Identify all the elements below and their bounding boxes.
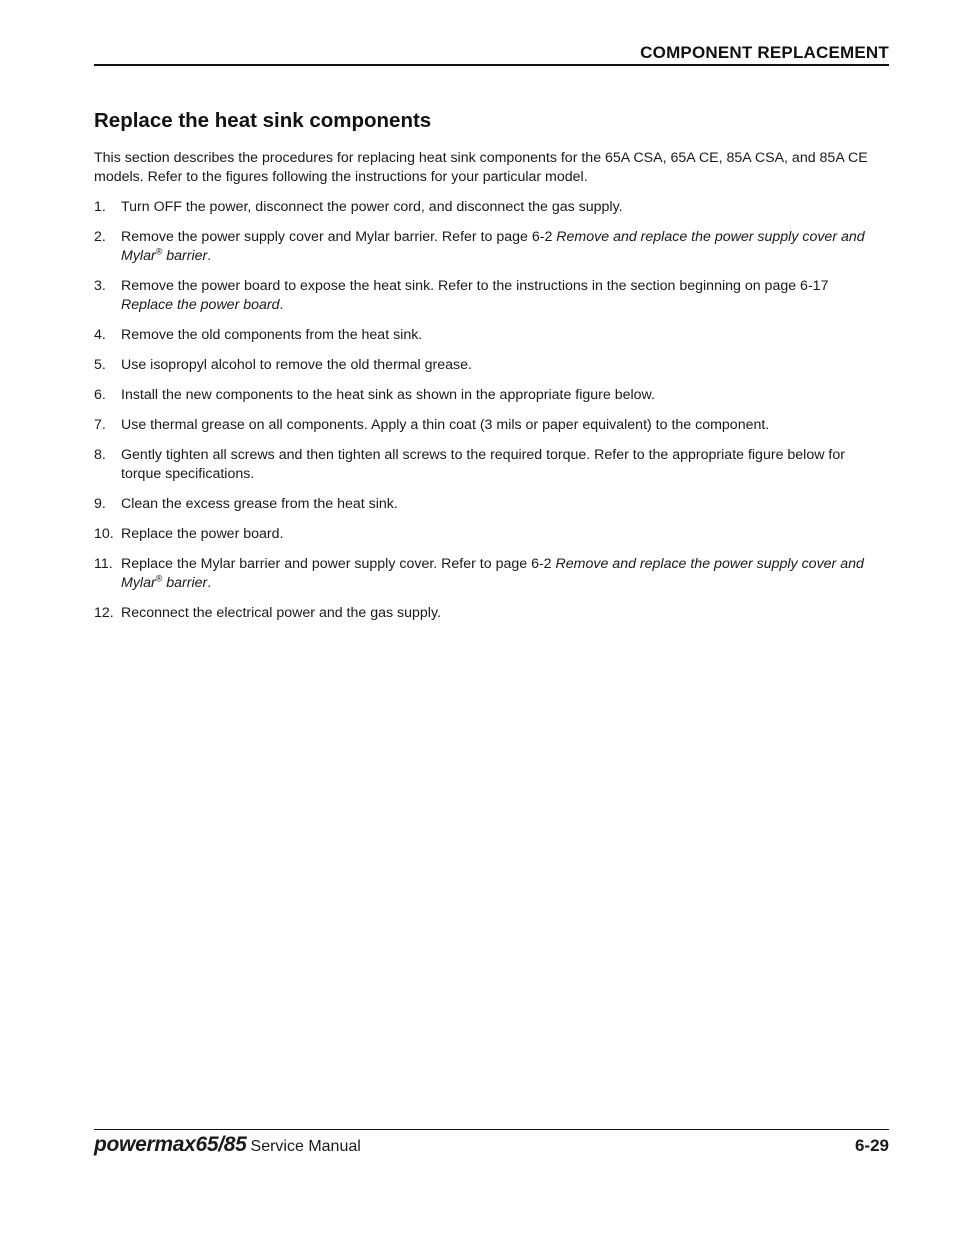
cross-reference-end: barrier <box>162 248 208 264</box>
step-number: 7. <box>94 417 106 433</box>
step-text: Remove the power board to expose the heat sink. Refer to the instructions in the section beginning on page 6-17 <box>121 278 829 294</box>
page-header-title: COMPONENT REPLACEMENT <box>640 43 889 62</box>
page-number: 6-29 <box>854 1136 889 1155</box>
step-end: . <box>207 248 212 264</box>
list-item <box>94 446 884 484</box>
cross-reference: Replace the power board <box>121 297 280 313</box>
step-number: 8. <box>94 447 106 463</box>
step-text: Gently tighten all screws and then tighten all screws to the required torque. Refer to the appropriate figure below for torque specifications. <box>121 447 845 482</box>
list-item <box>94 228 884 266</box>
cross-reference: Remove and replace the power supply cover and Mylar <box>121 556 864 591</box>
list-item <box>94 386 884 405</box>
list-item <box>94 604 884 623</box>
list-item <box>94 555 884 593</box>
footer-divider <box>94 1129 889 1130</box>
list-item <box>94 416 884 435</box>
cross-reference-end: barrier <box>162 575 208 591</box>
step-number: 4. <box>94 327 106 343</box>
list-item <box>94 326 884 345</box>
step-end: . <box>279 297 284 313</box>
intro-paragraph: This section describes the procedures for replacing heat sink components for the 65A CSA, 65A CE, 85A CSA, and 85A CE models. Refer to the figures following the instructions for your particular model. <box>94 150 868 185</box>
step-number: 10. <box>94 526 114 542</box>
step-text: Reconnect the electrical power and the gas supply. <box>121 605 441 621</box>
step-number: 11. <box>94 556 113 572</box>
procedure-steps <box>94 198 884 634</box>
step-text: Clean the excess grease from the heat sink. <box>121 496 398 512</box>
step-number: 5. <box>94 357 106 373</box>
step-text: Install the new components to the heat sink as shown in the appropriate figure below. <box>121 387 655 403</box>
step-number: 3. <box>94 278 106 294</box>
step-text: Use thermal grease on all components. Apply a thin coat (3 mils or paper equivalent) to the component. <box>121 417 770 433</box>
step-text: Turn OFF the power, disconnect the power cord, and disconnect the gas supply. <box>121 199 623 215</box>
step-number: 12. <box>94 605 114 621</box>
list-item <box>94 495 884 514</box>
header-divider <box>94 64 889 66</box>
step-number: 1. <box>94 199 106 215</box>
section-title: Replace the heat sink components <box>94 109 432 132</box>
step-number: 6. <box>94 387 106 403</box>
step-text: Remove the power supply cover and Mylar barrier. Refer to page 6-2 <box>121 229 557 245</box>
list-item <box>94 198 884 217</box>
registered-mark: ® <box>155 573 163 584</box>
step-end: . <box>207 575 212 591</box>
list-item <box>94 356 884 375</box>
list-item <box>94 525 884 544</box>
cross-reference: Remove and replace the power supply cover and Mylar <box>121 229 865 264</box>
list-item <box>94 277 884 315</box>
step-text: Replace the Mylar barrier and power supply cover. Refer to page 6-2 <box>121 556 556 572</box>
manual-subtitle: Service Manual <box>250 1138 361 1155</box>
step-number: 9. <box>94 496 106 512</box>
step-text: Remove the old components from the heat sink. <box>121 327 423 343</box>
step-text: Use isopropyl alcohol to remove the old thermal grease. <box>121 357 472 373</box>
brand-logo: powermax65/85 <box>94 1133 247 1156</box>
step-text: Replace the power board. <box>121 526 284 542</box>
step-number: 2. <box>94 229 106 245</box>
footer-brand <box>94 1133 361 1157</box>
registered-mark: ® <box>155 246 163 257</box>
